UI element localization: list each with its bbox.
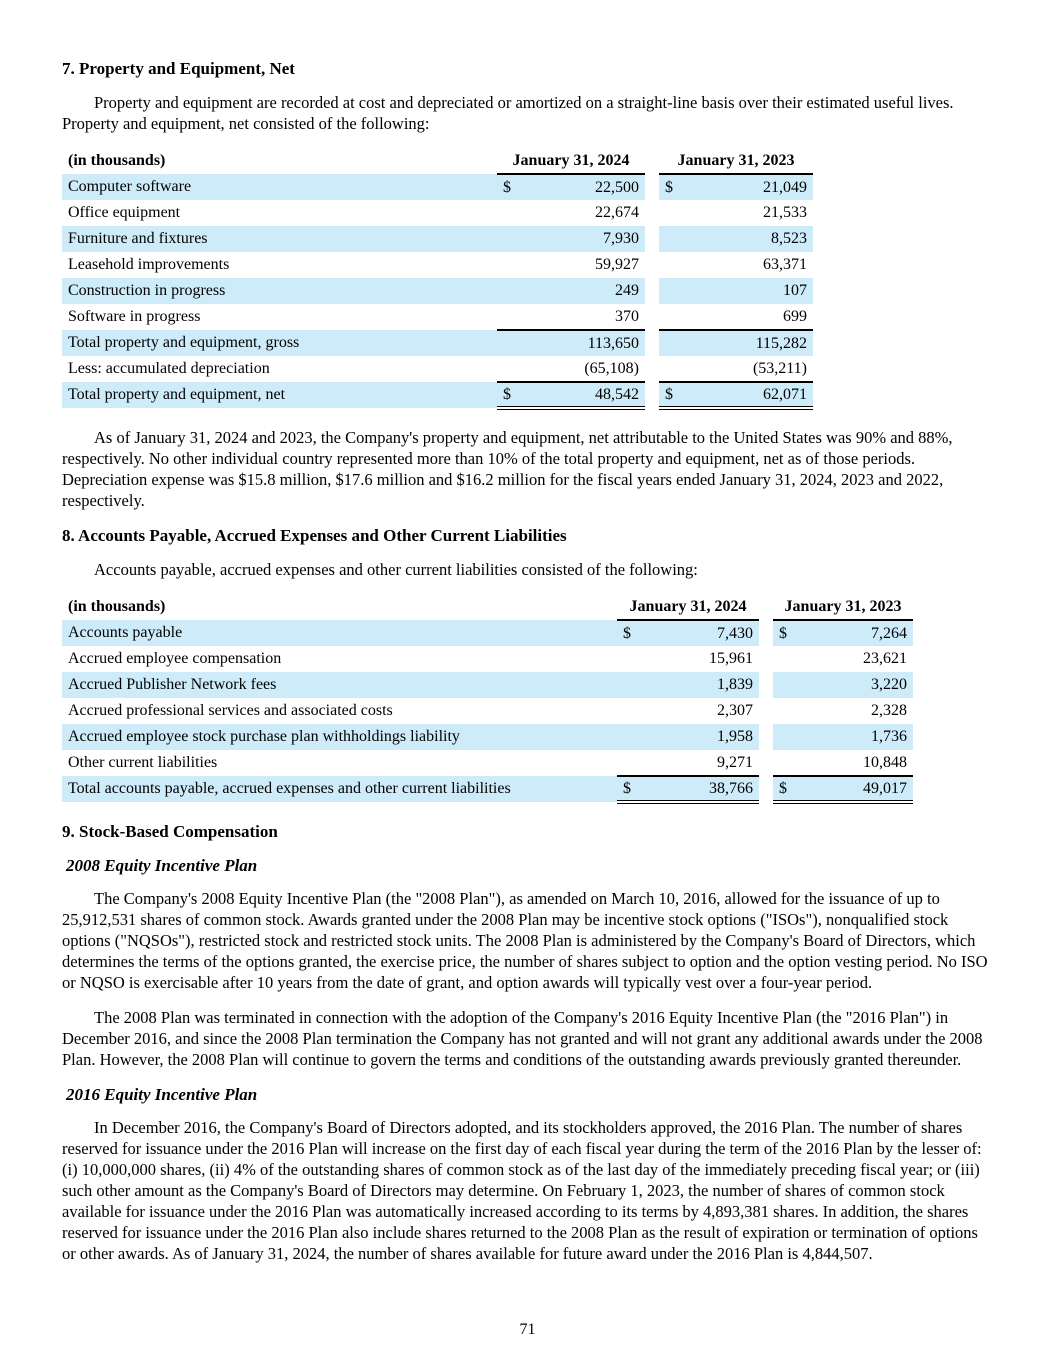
dollar-sign bbox=[659, 356, 681, 382]
dollar-sign: $ bbox=[773, 776, 795, 802]
dollar-sign bbox=[497, 278, 519, 304]
section-7-intro-paragraph: Property and equipment are recorded at cost and depreciated or amortized on a straight-line basis over their estimated useful lives. Property and equipment, net consisted of the following: bbox=[62, 93, 954, 133]
row-label: Leasehold improvements bbox=[68, 256, 230, 273]
section-7-note-paragraph: As of January 31, 2024 and 2023, the Company's property and equipment, net attributable to the United States was 90% and 88%, respectively. No other individual country represented more than 10% of the total property and equipment, net as of those periods. Depreciation expense was $15.8 million, $17.6 million and $16.2 million for the fiscal years ended January 31, 2024, 2023 and 2022, respectively. bbox=[62, 428, 953, 510]
row-label: Accrued professional services and associated costs bbox=[68, 702, 393, 719]
column-spacer bbox=[759, 750, 773, 776]
value-jan-31-2024: 370 bbox=[519, 304, 645, 330]
table-header-row bbox=[62, 594, 913, 620]
row-label: Accrued employee compensation bbox=[68, 650, 282, 667]
column-spacer bbox=[645, 174, 659, 200]
column-spacer bbox=[645, 226, 659, 252]
dollar-sign bbox=[617, 750, 639, 776]
value-jan-31-2023: 1,736 bbox=[795, 724, 913, 750]
table-header-row bbox=[62, 148, 813, 174]
column-spacer bbox=[645, 356, 659, 382]
value-jan-31-2023: 8,523 bbox=[681, 226, 813, 252]
dollar-sign bbox=[659, 252, 681, 278]
dollar-sign bbox=[617, 672, 639, 698]
subheading-2008-plan: 2008 Equity Incentive Plan bbox=[66, 856, 258, 875]
value-jan-31-2023: 2,328 bbox=[871, 702, 907, 719]
property-equipment-table bbox=[62, 148, 813, 410]
table-row bbox=[62, 252, 813, 278]
table-total-row bbox=[62, 776, 913, 802]
column-spacer bbox=[645, 330, 659, 356]
table-row bbox=[62, 278, 813, 304]
value-jan-31-2023: 21,049 bbox=[681, 174, 813, 200]
dollar-sign bbox=[773, 750, 795, 776]
value-jan-31-2023: 107 bbox=[681, 278, 813, 304]
table-row bbox=[62, 174, 813, 200]
column-spacer bbox=[645, 304, 659, 330]
dollar-sign bbox=[497, 356, 519, 382]
value-jan-31-2023: 10,848 bbox=[795, 750, 913, 776]
value-jan-31-2023: 49,017 bbox=[795, 776, 913, 802]
table-row bbox=[62, 226, 813, 252]
dollar-sign bbox=[497, 304, 519, 330]
table-total-row bbox=[62, 382, 813, 408]
section-8-intro-paragraph: Accounts payable, accrued expenses and other current liabilities consisted of the following: bbox=[94, 560, 698, 579]
row-label: Furniture and fixtures bbox=[62, 226, 497, 252]
row-label: Accrued Publisher Network fees bbox=[62, 672, 617, 698]
table-row bbox=[62, 724, 913, 750]
value-jan-31-2024: 7,930 bbox=[519, 226, 645, 252]
dollar-sign bbox=[659, 200, 681, 226]
value-jan-31-2023: 3,220 bbox=[795, 672, 913, 698]
dollar-sign bbox=[773, 646, 795, 672]
column-spacer bbox=[645, 200, 659, 226]
dollar-sign: $ bbox=[773, 620, 795, 646]
row-label: Accrued employee stock purchase plan withholdings liability bbox=[62, 724, 617, 750]
accounts-payable-table bbox=[62, 594, 913, 804]
dollar-sign bbox=[659, 226, 681, 252]
dollar-sign: $ bbox=[659, 382, 681, 408]
value-jan-31-2024: (65,108) bbox=[519, 356, 645, 382]
value-jan-31-2024: 1,839 bbox=[639, 672, 759, 698]
column-spacer bbox=[759, 594, 773, 620]
value-jan-31-2024: 59,927 bbox=[595, 256, 639, 273]
dollar-sign bbox=[497, 252, 519, 278]
value-jan-31-2024: 2,307 bbox=[717, 702, 753, 719]
row-label: Office equipment bbox=[68, 204, 181, 221]
column-spacer bbox=[759, 698, 773, 724]
dollar-sign bbox=[617, 646, 639, 672]
column-header-jan-31-2024: January 31, 2024 bbox=[497, 148, 645, 174]
row-label: Software in progress bbox=[68, 308, 201, 325]
table-row bbox=[62, 620, 913, 646]
column-spacer bbox=[645, 382, 659, 408]
dollar-sign bbox=[617, 724, 639, 750]
table-row bbox=[62, 200, 813, 226]
dollar-sign bbox=[659, 278, 681, 304]
value-jan-31-2024: 38,766 bbox=[639, 776, 759, 802]
value-jan-31-2023: 7,264 bbox=[795, 620, 913, 646]
value-jan-31-2023: 23,621 bbox=[863, 650, 907, 667]
value-jan-31-2024: 9,271 bbox=[639, 750, 759, 776]
value-jan-31-2023: 699 bbox=[681, 304, 813, 330]
row-label: Construction in progress bbox=[62, 278, 497, 304]
dollar-sign bbox=[497, 200, 519, 226]
dollar-sign bbox=[773, 672, 795, 698]
subheading-2016-plan: 2016 Equity Incentive Plan bbox=[66, 1085, 258, 1104]
value-jan-31-2024: 1,958 bbox=[639, 724, 759, 750]
column-spacer bbox=[645, 148, 659, 174]
value-jan-31-2023: 115,282 bbox=[681, 330, 813, 356]
table-row bbox=[62, 304, 813, 330]
column-spacer bbox=[645, 252, 659, 278]
paragraph-2008-plan-2: The 2008 Plan was terminated in connection with the adoption of the Company's 2016 Equity Incentive Plan (the "2016 Plan") in December 2016, and since the 2008 Plan termination the Company has not granted and will not grant any additional awards under the 2008 Plan. However, the 2008 Plan will continue to govern the terms and conditions of the outstanding awards previously granted thereunder. bbox=[62, 1008, 983, 1069]
value-jan-31-2023: (53,211) bbox=[681, 356, 813, 382]
dollar-sign bbox=[497, 330, 519, 356]
table-row bbox=[62, 356, 813, 382]
row-label: Computer software bbox=[62, 174, 497, 200]
value-jan-31-2024: 15,961 bbox=[709, 650, 753, 667]
row-label: Total property and equipment, gross bbox=[62, 330, 497, 356]
value-jan-31-2024: 48,542 bbox=[519, 382, 645, 408]
column-header-jan-31-2023: January 31, 2023 bbox=[773, 594, 913, 620]
dollar-sign: $ bbox=[617, 620, 639, 646]
value-jan-31-2024: 22,674 bbox=[595, 204, 639, 221]
units-label: (in thousands) bbox=[68, 152, 166, 169]
column-spacer bbox=[759, 724, 773, 750]
column-spacer bbox=[645, 278, 659, 304]
section-9-heading: 9. Stock-Based Compensation bbox=[62, 822, 278, 841]
value-jan-31-2024: 7,430 bbox=[639, 620, 759, 646]
value-jan-31-2024: 113,650 bbox=[519, 330, 645, 356]
column-spacer bbox=[759, 620, 773, 646]
value-jan-31-2023: 62,071 bbox=[681, 382, 813, 408]
dollar-sign bbox=[773, 724, 795, 750]
value-jan-31-2024: 249 bbox=[519, 278, 645, 304]
row-label: Total property and equipment, net bbox=[62, 382, 497, 408]
dollar-sign bbox=[617, 698, 639, 724]
table-row bbox=[62, 330, 813, 356]
row-label: Other current liabilities bbox=[68, 754, 218, 771]
paragraph-2008-plan-1: The Company's 2008 Equity Incentive Plan (the "2008 Plan"), as amended on March 10, 2016, allowed for the issuance of up to 25,912,531 shares of common stock. Awards granted under the 2008 Plan may be incentive stock options ("ISOs"), nonqualified stock options ("NQSOs"), restricted stock and restricted stock units. The 2008 Plan is administered by the Company's Board of Directors, which determines the terms of the options granted, the exercise price, the number of shares subject to option and the option vesting period. No ISO or NQSO is exercisable after 10 years from the date of grant, and option awards will typically vest over a four-year period. bbox=[62, 889, 988, 992]
dollar-sign: $ bbox=[497, 174, 519, 200]
dollar-sign: $ bbox=[497, 382, 519, 408]
value-jan-31-2023: 63,371 bbox=[763, 256, 807, 273]
value-jan-31-2023: 21,533 bbox=[763, 204, 807, 221]
dollar-sign bbox=[659, 304, 681, 330]
column-spacer bbox=[759, 776, 773, 802]
table-row bbox=[62, 750, 913, 776]
row-label: Accounts payable bbox=[62, 620, 617, 646]
section-8-heading: 8. Accounts Payable, Accrued Expenses and Other Current Liabilities bbox=[62, 526, 567, 545]
table-row bbox=[62, 698, 913, 724]
dollar-sign: $ bbox=[659, 174, 681, 200]
units-label: (in thousands) bbox=[68, 598, 166, 615]
column-header-jan-31-2023: January 31, 2023 bbox=[659, 148, 813, 174]
column-header-jan-31-2024: January 31, 2024 bbox=[617, 594, 759, 620]
column-spacer bbox=[759, 672, 773, 698]
column-spacer bbox=[759, 646, 773, 672]
dollar-sign bbox=[497, 226, 519, 252]
page-number: 71 bbox=[519, 1321, 536, 1338]
row-label: Less: accumulated depreciation bbox=[68, 360, 270, 377]
table-row bbox=[62, 672, 913, 698]
section-7-heading: 7. Property and Equipment, Net bbox=[62, 59, 295, 78]
row-label: Total accounts payable, accrued expenses and other current liabilities bbox=[62, 776, 617, 802]
dollar-sign: $ bbox=[617, 776, 639, 802]
dollar-sign bbox=[659, 330, 681, 356]
table-row bbox=[62, 646, 913, 672]
value-jan-31-2024: 22,500 bbox=[519, 174, 645, 200]
dollar-sign bbox=[773, 698, 795, 724]
paragraph-2016-plan-1: In December 2016, the Company's Board of Directors adopted, and its stockholders approved, the 2016 Plan. The number of shares reserved for issuance under the 2016 Plan will increase on the first day of each fiscal year during the term of the 2016 Plan by the lesser of: (i) 10,000,000 shares, (ii) 4% of the outstanding shares of common stock as of the last day of the immediately preceding fiscal year; or (iii) such other amount as the Company's Board of Directors may determine. On February 1, 2023, the number of shares of common stock available for issuance under the 2016 Plan was automatically increased according to its terms by 4,893,381 shares. In addition, the shares reserved for issuance under the 2016 Plan also include shares returned to the 2008 Plan as the result of expiration or termination of options or other awards. As of January 31, 2024, the number of shares available for future award under the 2016 Plan is 4,844,507. bbox=[62, 1118, 982, 1263]
